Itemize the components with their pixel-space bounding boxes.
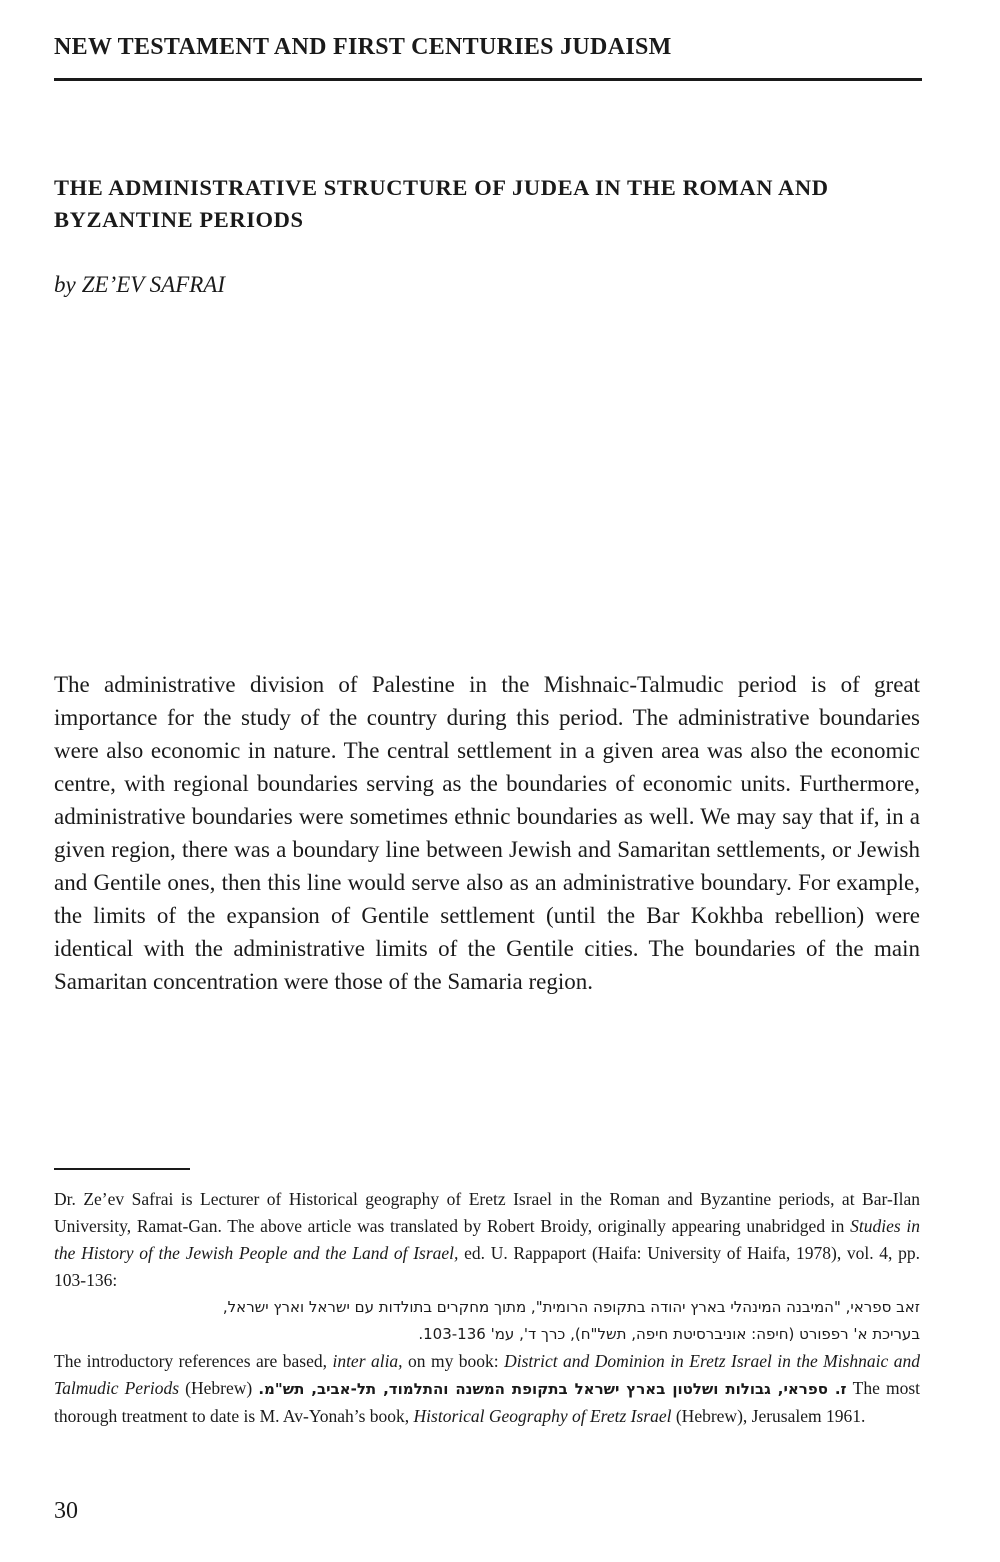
- footnote-journal-title: Studies in the History of the Jewish People and the Land of Israel,: [54, 1216, 920, 1263]
- footnote-text: The introductory references are based,: [54, 1351, 333, 1371]
- footnote-text: (Hebrew): [179, 1378, 259, 1398]
- footnote-text: (Hebrew), Jerusalem 1961.: [671, 1406, 866, 1426]
- article-title: THE ADMINISTRATIVE STRUCTURE OF JUDEA IN THE ROMAN AND BYZANTINE PERIODS: [54, 175, 829, 232]
- footnote-text: ed. U. Rappaport (Haifa: University of Haifa, 1978), vol. 4, pp. 103-136:: [54, 1243, 920, 1290]
- footnote-hebrew-book-citation: ז. ספראי, גבולות ושלטון בארץ ישראל בתקופת המשנה והתלמוד, תל-אביב, תש"מ.: [258, 1380, 847, 1398]
- footnote-references-note: [54, 1348, 920, 1430]
- footnote-text: on my book:: [402, 1351, 505, 1371]
- footnote-inter-alia: inter alia,: [332, 1351, 403, 1371]
- footnote-author-note: [54, 1186, 920, 1294]
- article-body-paragraph: The administrative division of Palestine in the Mishnaic-Talmudic period is of great importance for the study of the country during this period. The administrative boundaries were also economic in nature. The central settlement in a given area was also the economic centre, with regional boundaries serving as the boundaries of economic units. Furthermore, administrative boundaries were sometimes ethnic boundaries as well. We may say that if, in a given region, there was a boundary line between Jewish and Samaritan settlements, or Jewish and Gentile ones, then this line would serve also as an administrative boundary. For example, the limits of the expansion of Gentile settlement (until the Bar Kokhba rebellion) were identical with the administrative limits of the Gentile cities. The boundaries of the main Samaritan concentration were those of the Samaria region.: [54, 672, 920, 994]
- footnote-hebrew-citation-line-1: זאב ספראי, "המיבנה המינהלי בארץ יהודה בתקופה הרומית", מתוך מחקרים בתולדות עם ישראל וארץ ישראל,: [222, 1298, 920, 1316]
- footnote-book-title: District and Dominion in Eretz Israel in the Mishnaic and Talmudic Periods: [54, 1351, 921, 1398]
- footnote-hebrew-citation-line-2: בעריכת א' רפפורט (חיפה: אוניברסיטת חיפה, תשל"ח), כרך ד', עמ' 103-136.: [418, 1325, 920, 1343]
- header-rule: [54, 78, 922, 81]
- footnote-text: Dr. Ze’ev Safrai is Lecturer of Historical geography of Eretz Israel in the Roman and Byzantine periods, at Bar-Ilan University, Ramat-Gan. The above article was translated by Robert Broidy, originally appearing unabridged in: [54, 1189, 920, 1236]
- author-name: ZE’EV SAFRAI: [81, 272, 226, 297]
- page-number: 30: [54, 1498, 78, 1524]
- footnote-rule: [54, 1168, 190, 1170]
- byline: [54, 272, 225, 298]
- running-head: NEW TESTAMENT AND FIRST CENTURIES JUDAISM: [54, 34, 672, 60]
- footnotes: [54, 1186, 920, 1430]
- footnote-text: The most thorough treatment to date is M. Av-Yonah’s book,: [54, 1378, 921, 1426]
- footnote-book-title-2: Historical Geography of Eretz Israel: [413, 1406, 672, 1426]
- byline-prefix: by: [54, 272, 76, 297]
